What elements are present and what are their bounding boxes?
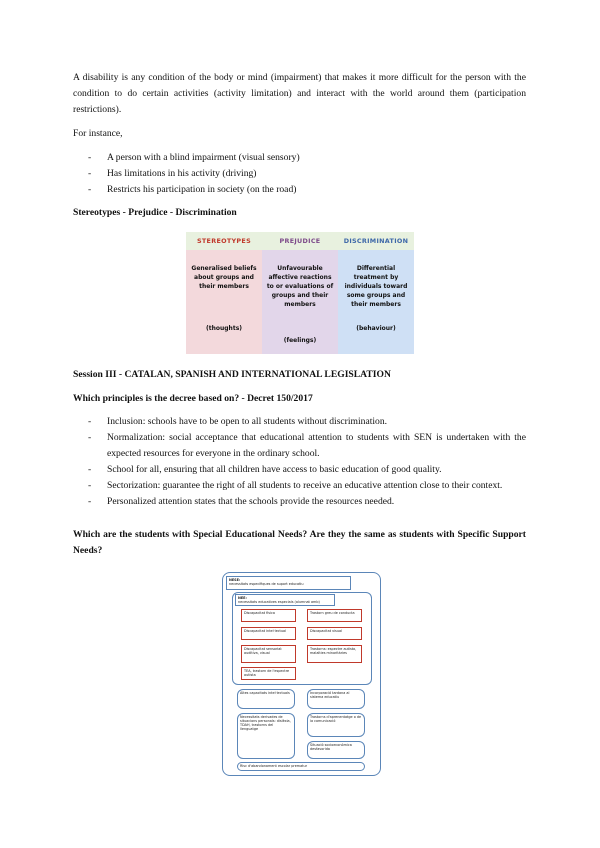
sen-heading: Which are the students with Special Educational Needs? Are they the same as students with Specific Support Needs?	[73, 529, 526, 556]
nese-category-box: Altes capacitats intel·lectuals	[237, 689, 295, 709]
dash-bullet-icon: -	[88, 480, 92, 491]
nese-title-box: NESE: necessitats específiques de suport educatiu	[226, 576, 351, 590]
list-item: - School for all, ensuring that all children have access to basic education of good quality.	[73, 462, 526, 478]
nee-category-box: Trastorn greu de conducta	[307, 609, 362, 622]
nee-category-box: Discapacitat intel·lectual	[241, 627, 296, 640]
for-instance-text: For instance,	[73, 128, 123, 139]
nese-category-box: Trastorns d'aprenentatge o de la comunicació	[307, 713, 365, 737]
nee-category-box: Discapacitat física	[241, 609, 296, 622]
nese-category-box: Risc d'abandonament escolar prematur	[237, 762, 365, 771]
stereotypes-description: Generalised beliefs about groups and their members	[191, 265, 257, 290]
list-item: - Restricts his participation in society (on the road)	[73, 182, 526, 198]
dash-bullet-icon: -	[88, 496, 92, 507]
stereotypes-header: STEREOTYPES	[186, 232, 262, 250]
nee-category-box: TEA, trastorn de l'espectre autista	[241, 667, 296, 680]
dash-bullet-icon: -	[88, 168, 92, 179]
nee-group-box	[232, 592, 372, 685]
decree-heading: Which principles is the decree based on? - Decret 150/2017	[73, 393, 313, 404]
principles-list	[73, 414, 526, 510]
prejudice-header: PREJUDICE	[262, 232, 338, 250]
stereotypes-prejudice-discrimination-table	[186, 232, 414, 354]
nee-title-box: NEE: necessitats educatives especials (alumnat amb)	[235, 594, 335, 606]
prejudice-footer: (feelings)	[283, 337, 317, 344]
nese-category-box: Situació socioeconòmica desfavorida	[307, 741, 365, 759]
list-item: - Normalization: social acceptance that educational attention to students with SEN is undertaken with the expected resources for everyone in the ordinary school.	[88, 432, 526, 459]
dash-bullet-icon: -	[88, 464, 92, 475]
list-item: - Sectorization: guarantee the right of all students to receive an educative attention close to their context.	[73, 478, 526, 494]
dash-bullet-icon: -	[88, 432, 92, 443]
dash-bullet-icon: -	[88, 152, 92, 163]
nee-category-box: Discapacitat sensorial: auditiva, visual	[241, 645, 296, 663]
dash-bullet-icon: -	[88, 416, 92, 427]
discrimination-description: Differential treatment by individuals toward some groups and their members	[344, 265, 408, 308]
nee-category-box: Discapacitat visual	[307, 627, 362, 640]
list-item: - Personalized attention states that the schools provide the resources needed.	[73, 494, 526, 510]
instance-bullet-list	[73, 150, 526, 198]
list-item: - A person with a blind impairment (visual sensory)	[73, 150, 526, 166]
discrimination-footer: (behaviour)	[356, 325, 396, 332]
list-item: - Has limitations in his activity (driving)	[73, 166, 526, 182]
stereotypes-column	[186, 232, 262, 354]
list-item: - Inclusion: schools have to be open to all students without discrimination.	[73, 414, 526, 430]
nese-category-box: Necessitats derivades de situacions personals: dislèxia, TDAH, trastorns del llenguatge	[237, 713, 295, 759]
prejudice-description: Unfavourable affective reactions to or evaluations of groups and their members	[266, 265, 334, 308]
nee-category-box: Trastorns: espectre autista, malalties minoritàries	[307, 645, 362, 663]
discrimination-header: DISCRIMINATION	[338, 232, 414, 250]
disability-definition-paragraph: A disability is any condition of the body or mind (impairment) that makes it more difficult for the person with the condition to do certain activities (activity limitation) and interact with the world around them (participation restrictions).	[73, 72, 526, 115]
stereotypes-heading: Stereotypes - Prejudice - Discrimination	[73, 207, 237, 218]
stereotypes-footer: (thoughts)	[205, 325, 243, 332]
nese-nee-diagram	[222, 572, 381, 776]
dash-bullet-icon: -	[88, 184, 92, 195]
discrimination-column	[338, 232, 414, 354]
session-heading: Session III - CATALAN, SPANISH AND INTERNATIONAL LEGISLATION	[73, 369, 391, 380]
prejudice-column	[262, 232, 338, 354]
nese-category-box: Incorporació tardana al sistema educatiu	[307, 689, 365, 709]
